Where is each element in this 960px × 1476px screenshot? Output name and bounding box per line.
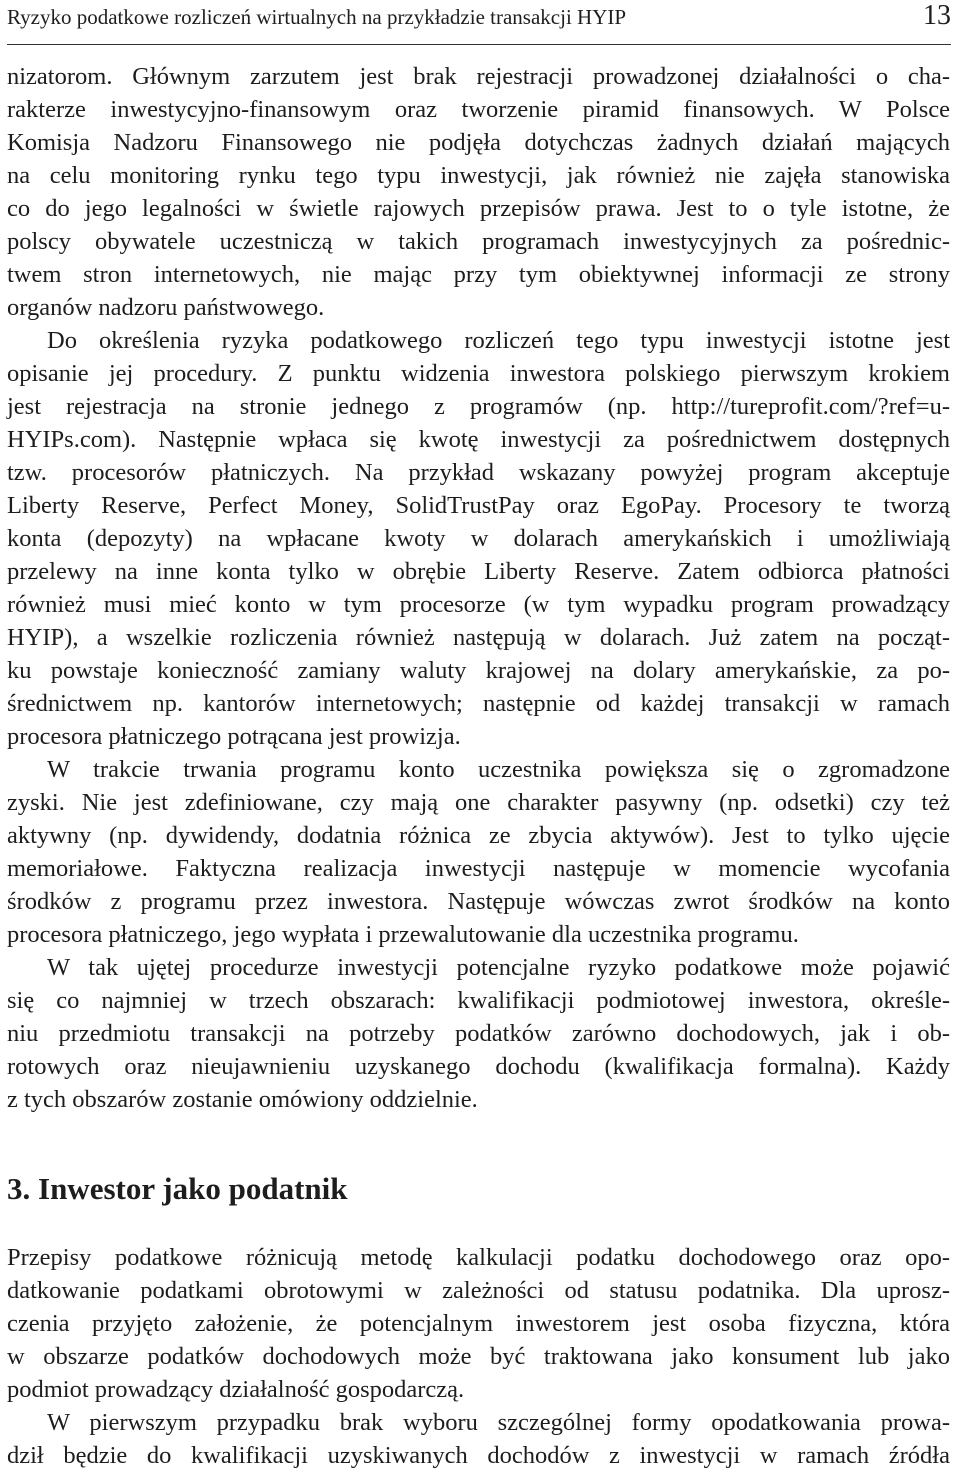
text-line: Liberty Reserve, Perfect Money, SolidTrustPay oraz EgoPay. Procesory te tworzą <box>7 492 950 519</box>
text-line: HYIP), a wszelkie rozliczenia również następują w dolarach. Już zatem na począt- <box>7 624 950 651</box>
text-line: rakterze inwestycyjno-finansowym oraz tworzenie piramid finansowych. W Polsce <box>7 96 950 123</box>
section-heading: 3. Inwestor jako podatnik <box>7 1171 348 1206</box>
text-line: dził będzie do kwalifikacji uzyskiwanych dochodów z inwestycji w ramach źródła <box>7 1442 950 1469</box>
text-line: procesora płatniczego, jego wypłata i przewalutowanie dla uczestnika programu. <box>7 921 799 948</box>
text-line: co do jego legalności w świetle rajowych przepisów prawa. Jest to o tyle istotne, że <box>7 195 950 222</box>
text-line: Przepisy podatkowe różnicują metodę kalkulacji podatku dochodowego oraz opo- <box>7 1244 950 1271</box>
text-line: na celu monitoring rynku tego typu inwestycji, jak również nie zajęła stanowiska <box>7 162 950 189</box>
text-line: konta (depozyty) na wpłacane kwoty w dolarach amerykańskich i umożliwiają <box>7 525 950 552</box>
text-line: organów nadzoru państwowego. <box>7 294 325 321</box>
text-line: HYIPs.com). Następnie wpłaca się kwotę inwestycji za pośrednictwem dostępnych <box>7 426 950 453</box>
body-text-block-2 <box>7 1241 950 1472</box>
text-line: Komisja Nadzoru Finansowego nie podjęła dotychczas żadnych działań mających <box>7 129 950 156</box>
text-line: nizatorom. Głównym zarzutem jest brak rejestracji prowadzonej działalności o cha- <box>7 63 950 90</box>
text-line: polscy obywatele uczestniczą w takich programach inwestycyjnych za pośrednic- <box>7 228 950 255</box>
text-line: przelewy na inne konta tylko w obrębie Liberty Reserve. Zatem odbiorca płatności <box>7 558 950 585</box>
text-line: czenia przyjęto założenie, że potencjalnym inwestorem jest osoba fizyczna, która <box>7 1310 950 1337</box>
text-line: zyski. Nie jest zdefiniowane, czy mają one charakter pasywny (np. odsetki) czy też <box>7 789 950 816</box>
text-line: się co najmniej w trzech obszarach: kwalifikacji podmiotowej inwestora, określe- <box>7 987 950 1014</box>
text-line: W tak ujętej procedurze inwestycji potencjalne ryzyko podatkowe może pojawić <box>47 954 950 981</box>
text-line: ku powstaje konieczność zamiany waluty krajowej na dolary amerykańskie, za po- <box>7 657 950 684</box>
running-header-title: Ryzyko podatkowe rozliczeń wirtualnych na przykładzie transakcji HYIP <box>7 5 627 29</box>
body-text-block-1 <box>7 60 950 1116</box>
text-line: jest rejestracja na stronie jednego z programów (np. http://tureprofit.com/?ref=u- <box>7 393 950 420</box>
text-line: niu przedmiotu transakcji na potrzeby podatków zarówno dochodowych, jak i ob- <box>7 1020 950 1047</box>
text-line: podmiot prowadzący działalność gospodarczą. <box>7 1376 465 1403</box>
text-line: tzw. procesorów płatniczych. Na przykład wskazany powyżej program akceptuje <box>7 459 950 486</box>
text-line: rotowych oraz nieujawnieniu uzyskanego dochodu (kwalifikacja formalna). Każdy <box>7 1053 950 1080</box>
running-header <box>7 0 951 45</box>
text-line: w obszarze podatków dochodowych może być traktowana jako konsument lub jako <box>7 1343 950 1370</box>
text-line: Do określenia ryzyka podatkowego rozliczeń tego typu inwestycji istotne jest <box>47 327 950 354</box>
text-line: z tych obszarów zostanie omówiony oddzielnie. <box>7 1086 478 1113</box>
text-line: twem stron internetowych, nie mając przy tym obiektywnej informacji ze strony <box>7 261 950 288</box>
text-line: procesora płatniczego potrącana jest prowizja. <box>7 723 461 750</box>
text-line: memoriałowe. Faktyczna realizacja inwestycji następuje w momencie wycofania <box>7 855 950 882</box>
text-line: datkowanie podatkami obrotowymi w zależności od statusu podatnika. Dla uprosz- <box>7 1277 950 1304</box>
text-line: również musi mieć konto w tym procesorze (w tym wypadku program prowadzący <box>7 591 950 618</box>
page-number: 13 <box>923 0 951 31</box>
text-line: aktywny (np. dywidendy, dodatnia różnica ze zbycia aktywów). Jest to tylko ujęcie <box>7 822 950 849</box>
text-line: opisanie jej procedury. Z punktu widzenia inwestora polskiego pierwszym krokiem <box>7 360 950 387</box>
text-line: W trakcie trwania programu konto uczestnika powiększa się o zgromadzone <box>47 756 950 783</box>
text-line: środków z programu przez inwestora. Następuje wówczas zwrot środków na konto <box>7 888 950 915</box>
text-line: W pierwszym przypadku brak wyboru szczególnej formy opodatkowania prowa- <box>47 1409 950 1436</box>
text-line: średnictwem np. kantorów internetowych; następnie od każdej transakcji w ramach <box>7 690 950 717</box>
